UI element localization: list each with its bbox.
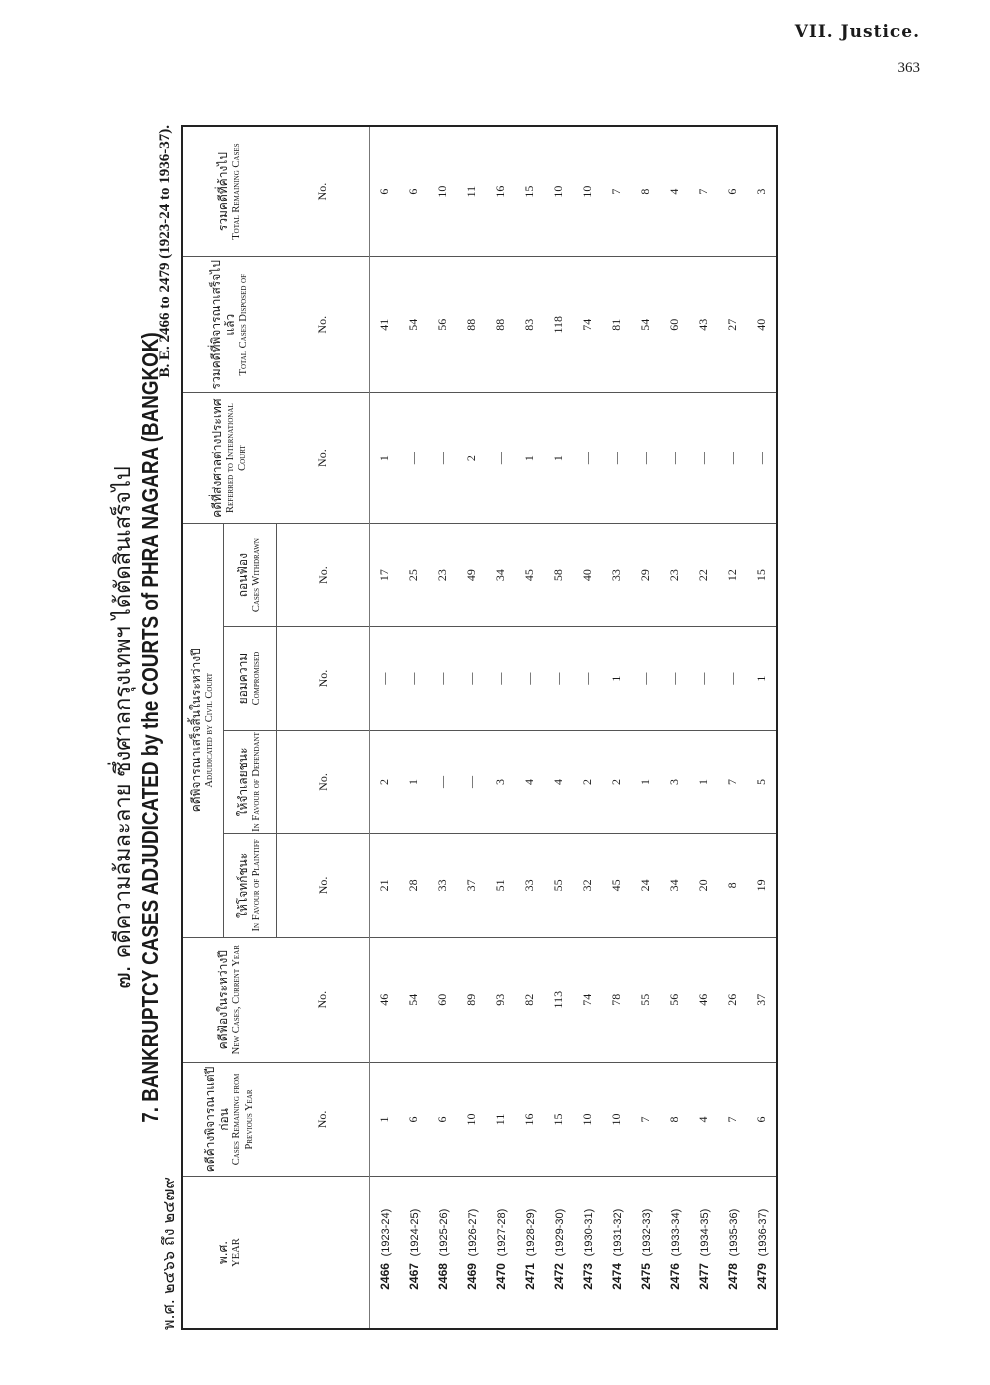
year-be: 2475: [638, 1263, 653, 1290]
year-ce: (1933-34): [669, 1208, 682, 1257]
compromised-cell: 1: [602, 627, 631, 730]
table-row: [573, 126, 602, 1329]
year-be: 2478: [725, 1263, 740, 1290]
referred-cell: —: [486, 393, 515, 524]
referred-cell: —: [660, 393, 689, 524]
total-remaining-cell: 7: [602, 126, 631, 257]
year-cell: [486, 1177, 515, 1329]
defendant-cell: 2: [602, 730, 631, 833]
col-withdrawn-header: ถอนฟ้อง Cases Withdrawn: [224, 523, 277, 626]
year-ce: (1925-26): [437, 1208, 450, 1257]
defendant-cell: 1: [399, 730, 428, 833]
table-row: [718, 126, 747, 1329]
col-defendant-header: ให้จำเลยชนะ In Favour of Defendant: [224, 730, 277, 833]
remaining-prev-cell: 10: [457, 1062, 486, 1176]
new-cases-cell: 26: [718, 937, 747, 1062]
total-remaining-cell: 6: [718, 126, 747, 257]
year-ce: (1926-27): [466, 1208, 479, 1257]
new-cases-cell: 74: [573, 937, 602, 1062]
plaintiff-cell: 33: [515, 834, 544, 937]
year-ce: (1928-29): [524, 1208, 537, 1257]
new-cases-cell: 55: [631, 937, 660, 1062]
year-be: 2479: [754, 1263, 769, 1290]
compromised-cell: —: [660, 627, 689, 730]
table-row: [544, 126, 573, 1329]
defendant-cell: 1: [689, 730, 718, 833]
defendant-cell: 4: [544, 730, 573, 833]
referred-cell: —: [399, 393, 428, 524]
year-ce: (1936-37): [756, 1208, 769, 1257]
col-new-cases-header: คดีฟ้องในระหว่างปี New Cases, Current Year: [182, 937, 277, 1062]
disposed-cell: 81: [602, 257, 631, 393]
plaintiff-cell: 45: [602, 834, 631, 937]
plaintiff-cell: 34: [660, 834, 689, 937]
page-number: 363: [897, 60, 920, 76]
total-remaining-cell: 15: [515, 126, 544, 257]
new-cases-cell: 113: [544, 937, 573, 1062]
total-remaining-cell: 3: [747, 126, 777, 257]
new-cases-cell: 46: [370, 937, 400, 1062]
total-remaining-cell: 10: [573, 126, 602, 257]
title-thai: ๗. คดีความล้มละลาย ซึ่งศาลกรุงเทพฯ ได้ตัดสินเสร็จไป: [111, 466, 136, 989]
table-row: [370, 126, 400, 1329]
referred-cell: —: [428, 393, 457, 524]
remaining-prev-cell: 6: [428, 1062, 457, 1176]
withdrawn-cell: 22: [689, 523, 718, 626]
total-remaining-cell: 6: [370, 126, 400, 257]
plaintiff-cell: 21: [370, 834, 400, 937]
year-cell: [573, 1177, 602, 1329]
col-plaintiff-header: ให้โจทก์ชนะ In Favour of Plaintiff: [224, 834, 277, 937]
total-remaining-cell: 8: [631, 126, 660, 257]
remaining-prev-cell: 6: [399, 1062, 428, 1176]
withdrawn-cell: 25: [399, 523, 428, 626]
plaintiff-cell: 24: [631, 834, 660, 937]
title-english: 7. BANKRUPTCY CASES ADJUDICATED by the COURTS of PHRA NAGARA (BANGKOK): [137, 332, 163, 1123]
year-cell: [631, 1177, 660, 1329]
compromised-cell: —: [631, 627, 660, 730]
new-cases-cell: 60: [428, 937, 457, 1062]
remaining-prev-cell: 8: [660, 1062, 689, 1176]
year-be: 2476: [667, 1263, 682, 1290]
year-range-english: B. E. 2466 to 2479 (1923-24 to 1936-37).: [157, 125, 173, 378]
new-cases-cell: 46: [689, 937, 718, 1062]
new-cases-cell: 89: [457, 937, 486, 1062]
plaintiff-cell: 28: [399, 834, 428, 937]
no-label: No.: [277, 257, 370, 393]
table-row: [515, 126, 544, 1329]
year-cell: [747, 1177, 777, 1329]
disposed-cell: 74: [573, 257, 602, 393]
new-cases-cell: 37: [747, 937, 777, 1062]
total-remaining-cell: 6: [399, 126, 428, 257]
plaintiff-cell: 8: [718, 834, 747, 937]
compromised-cell: —: [515, 627, 544, 730]
year-cell: [515, 1177, 544, 1329]
defendant-cell: —: [428, 730, 457, 833]
remaining-prev-cell: 6: [747, 1062, 777, 1176]
year-ce: (1934-35): [698, 1208, 711, 1257]
plaintiff-cell: 19: [747, 834, 777, 937]
plaintiff-cell: 33: [428, 834, 457, 937]
year-cell: [660, 1177, 689, 1329]
compromised-cell: —: [457, 627, 486, 730]
table-row: [747, 126, 777, 1329]
total-remaining-cell: 16: [486, 126, 515, 257]
disposed-cell: 54: [399, 257, 428, 393]
compromised-cell: —: [718, 627, 747, 730]
plaintiff-cell: 51: [486, 834, 515, 937]
table-row: [660, 126, 689, 1329]
defendant-cell: 2: [370, 730, 400, 833]
table-row: [689, 126, 718, 1329]
year-cell: [544, 1177, 573, 1329]
referred-cell: —: [573, 393, 602, 524]
compromised-cell: —: [544, 627, 573, 730]
referred-cell: 1: [515, 393, 544, 524]
withdrawn-cell: 49: [457, 523, 486, 626]
disposed-cell: 83: [515, 257, 544, 393]
year-ce: (1931-32): [611, 1208, 624, 1257]
disposed-cell: 54: [631, 257, 660, 393]
no-label: No.: [277, 627, 370, 730]
remaining-prev-cell: 16: [515, 1062, 544, 1176]
no-label-row: [277, 126, 370, 1329]
col-total-remaining-header: รวมคดีที่ค้างไป Total Remaining Cases: [182, 126, 277, 257]
total-remaining-cell: 10: [544, 126, 573, 257]
withdrawn-cell: 15: [747, 523, 777, 626]
referred-cell: —: [631, 393, 660, 524]
col-compromised-header: ยอมความ Compromised: [224, 627, 277, 730]
table-row: [486, 126, 515, 1329]
year-be: 2474: [609, 1263, 624, 1290]
new-cases-cell: 78: [602, 937, 631, 1062]
remaining-prev-cell: 4: [689, 1062, 718, 1176]
disposed-cell: 41: [370, 257, 400, 393]
year-ce: (1930-31): [582, 1208, 595, 1257]
defendant-cell: 3: [660, 730, 689, 833]
year-range-thai: พ.ศ. ๒๔๖๖ ถึง ๒๔๗๙: [159, 1176, 178, 1330]
year-be: 2469: [464, 1263, 479, 1290]
withdrawn-cell: 40: [573, 523, 602, 626]
compromised-cell: 1: [747, 627, 777, 730]
new-cases-cell: 54: [399, 937, 428, 1062]
table-row: [428, 126, 457, 1329]
rotated-table-page: [105, 105, 925, 1350]
col-year-header: พ.ศ. YEAR: [182, 1177, 277, 1329]
no-label: No.: [277, 126, 370, 257]
year-ce: (1924-25): [408, 1208, 421, 1257]
defendant-cell: 7: [718, 730, 747, 833]
year-ce: (1932-33): [640, 1208, 653, 1257]
total-remaining-cell: 7: [689, 126, 718, 257]
year-be: 2466: [377, 1263, 392, 1290]
plaintiff-cell: 20: [689, 834, 718, 937]
year-cell: [457, 1177, 486, 1329]
new-cases-cell: 56: [660, 937, 689, 1062]
disposed-cell: 118: [544, 257, 573, 393]
disposed-cell: 43: [689, 257, 718, 393]
disposed-cell: 56: [428, 257, 457, 393]
withdrawn-cell: 12: [718, 523, 747, 626]
disposed-cell: 40: [747, 257, 777, 393]
table-row: [602, 126, 631, 1329]
total-remaining-cell: 11: [457, 126, 486, 257]
remaining-prev-cell: 11: [486, 1062, 515, 1176]
compromised-cell: —: [573, 627, 602, 730]
disposed-cell: 88: [486, 257, 515, 393]
disposed-cell: 27: [718, 257, 747, 393]
table-row: [399, 126, 428, 1329]
withdrawn-cell: 23: [428, 523, 457, 626]
table-body: [370, 126, 778, 1329]
remaining-prev-cell: 15: [544, 1062, 573, 1176]
table-row: [631, 126, 660, 1329]
remaining-prev-cell: 10: [602, 1062, 631, 1176]
disposed-cell: 60: [660, 257, 689, 393]
bankruptcy-cases-table: [181, 125, 778, 1330]
year-cell: [602, 1177, 631, 1329]
no-label: No.: [277, 393, 370, 524]
col-remaining-prev-header: คดีค้างพิจารณาแต่ปีก่อน Cases Remaining from Previous Year: [182, 1062, 277, 1176]
remaining-prev-cell: 10: [573, 1062, 602, 1176]
withdrawn-cell: 17: [370, 523, 400, 626]
compromised-cell: —: [689, 627, 718, 730]
referred-cell: —: [689, 393, 718, 524]
col-disposed-header: รวมคดีที่พิจารณาเสร็จไปแล้ว Total Cases Disposed of: [182, 257, 277, 393]
remaining-prev-cell: 7: [718, 1062, 747, 1176]
compromised-cell: —: [399, 627, 428, 730]
new-cases-cell: 82: [515, 937, 544, 1062]
withdrawn-cell: 58: [544, 523, 573, 626]
year-be: 2471: [522, 1263, 537, 1290]
referred-cell: —: [602, 393, 631, 524]
total-remaining-cell: 4: [660, 126, 689, 257]
compromised-cell: —: [370, 627, 400, 730]
year-ce: (1935-36): [727, 1208, 740, 1257]
table-row: [457, 126, 486, 1329]
total-remaining-cell: 10: [428, 126, 457, 257]
compromised-cell: —: [486, 627, 515, 730]
year-cell: [370, 1177, 400, 1329]
referred-cell: —: [747, 393, 777, 524]
year-be: 2468: [435, 1263, 450, 1290]
remaining-prev-cell: 7: [631, 1062, 660, 1176]
defendant-cell: 5: [747, 730, 777, 833]
year-cell: [689, 1177, 718, 1329]
compromised-cell: —: [428, 627, 457, 730]
year-be: 2473: [580, 1263, 595, 1290]
no-label: No.: [277, 937, 370, 1062]
withdrawn-cell: 33: [602, 523, 631, 626]
withdrawn-cell: 29: [631, 523, 660, 626]
section-label: VII. Justice.: [794, 22, 920, 42]
plaintiff-cell: 37: [457, 834, 486, 937]
no-label: No.: [277, 834, 370, 937]
withdrawn-cell: 45: [515, 523, 544, 626]
plaintiff-cell: 55: [544, 834, 573, 937]
year-cell: [399, 1177, 428, 1329]
withdrawn-cell: 34: [486, 523, 515, 626]
defendant-cell: 4: [515, 730, 544, 833]
no-label: No.: [277, 1062, 370, 1176]
year-ce: (1927-28): [495, 1208, 508, 1257]
disposed-cell: 88: [457, 257, 486, 393]
col-adjudicated-group-header: คดีพิจารณาเสร็จสิ้นในระหว่างปี Adjudicated by Civil Court: [182, 523, 224, 937]
defendant-cell: 3: [486, 730, 515, 833]
defendant-cell: 2: [573, 730, 602, 833]
new-cases-cell: 93: [486, 937, 515, 1062]
referred-cell: 2: [457, 393, 486, 524]
page-header: [795, 22, 920, 77]
year-be: 2472: [551, 1263, 566, 1290]
plaintiff-cell: 32: [573, 834, 602, 937]
year-be: 2470: [493, 1263, 508, 1290]
no-label-blank: [277, 1177, 370, 1329]
no-label: No.: [277, 730, 370, 833]
col-referred-header: คดีที่ส่งศาลต่างประเทศ Referred to International Court: [182, 393, 277, 524]
referred-cell: 1: [370, 393, 400, 524]
year-be: 2467: [406, 1263, 421, 1290]
year-ce: (1929-30): [553, 1208, 566, 1257]
year-cell: [718, 1177, 747, 1329]
year-be: 2477: [696, 1263, 711, 1290]
year-ce: (1923-24): [379, 1208, 392, 1257]
referred-cell: —: [718, 393, 747, 524]
referred-cell: 1: [544, 393, 573, 524]
remaining-prev-cell: 1: [370, 1062, 400, 1176]
defendant-cell: —: [457, 730, 486, 833]
year-cell: [428, 1177, 457, 1329]
defendant-cell: 1: [631, 730, 660, 833]
no-label: No.: [277, 523, 370, 626]
withdrawn-cell: 23: [660, 523, 689, 626]
